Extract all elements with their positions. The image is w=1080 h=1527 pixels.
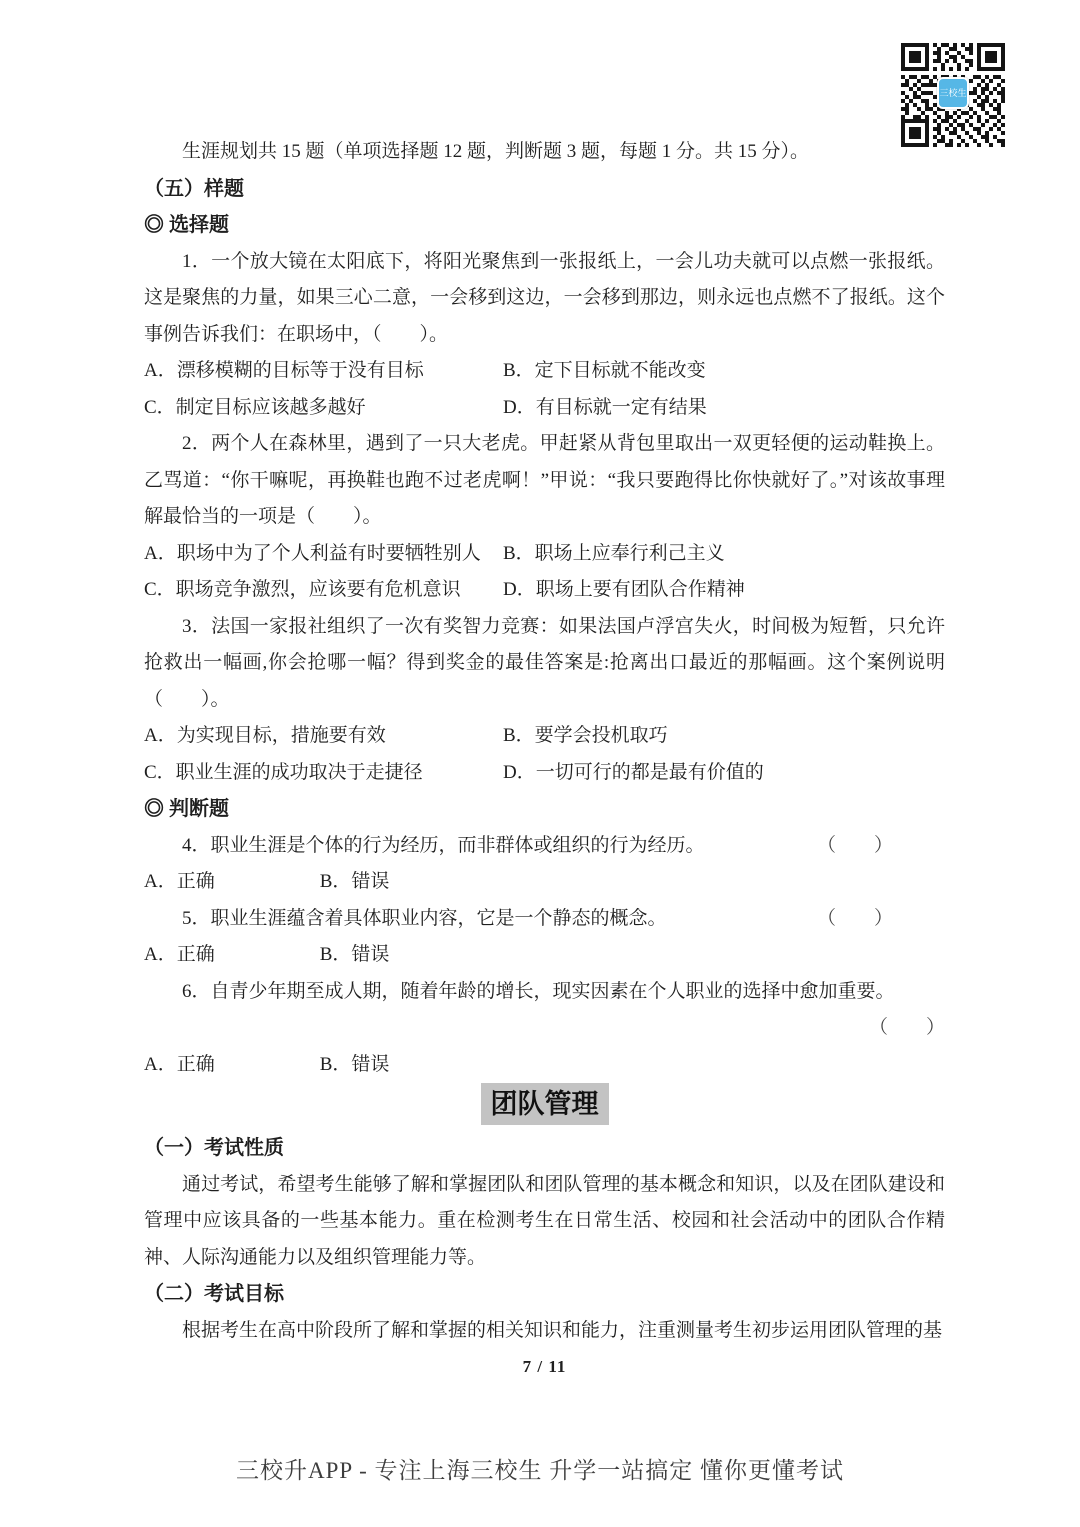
exam-objective-heading: （二）考试目标 [144, 1283, 284, 1305]
sample-questions-heading: （五）样题 [144, 177, 244, 200]
judge-question-5-options [144, 937, 945, 974]
choice-question-3-options-row-1 [144, 718, 945, 755]
judge-question-6-text: 6．自青少年期至成人期，随着年龄的增长，现实因素在个人职业的选择中愈加重要。 [182, 980, 895, 1002]
intro-line: 生涯规划共 15 题（单项选择题 12 题，判断题 3 题，每题 1 分。共 15 分）。 [182, 141, 810, 162]
team-management-title: 团队管理 [481, 1083, 609, 1125]
choice-question-1-options-row-1 [144, 353, 945, 390]
option-b: B．错误 [319, 1053, 390, 1075]
option-c: C．制定目标应该越多越好 [144, 396, 366, 418]
option-d: D．职场上要有团队合作精神 [503, 579, 745, 600]
exam-nature-paragraph: 通过考试，希望考生能够了解和掌握团队和团队管理的基本概念和知识，以及在团队建设和管理中应该具备的一些基本能力。重在检测考生在日常生活、校园和社会活动中的团队合作精神、人际沟通能力以及组织管理能力等。 [144, 1173, 945, 1268]
judge-section-heading: ◎ 判断题 [144, 798, 229, 820]
qr-code [901, 43, 1005, 147]
judge-question-4-options [144, 864, 945, 901]
option-a: A．正确 [144, 1053, 215, 1075]
option-b: B．定下目标就不能改变 [503, 360, 706, 381]
option-c: C．职场竞争激烈，应该要有危机意识 [144, 579, 461, 600]
qr-logo-text: 三校生 [939, 87, 967, 98]
choice-question-2-text: 2．两个人在森林里，遇到了一只大老虎。甲赶紧从背包里取出一双更轻便的运动鞋换上。乙骂道：“你干嘛呢，再换鞋也跑不过老虎啊！”甲说：“我只要跑得比你快就好了。”对该故事理解最恰当的一项是（ ）。 [144, 433, 945, 527]
option-b: B．错误 [319, 944, 390, 965]
option-b: B．要学会投机取巧 [503, 725, 668, 746]
choice-question-3-text: 3．法国一家报社组织了一次有奖智力竞赛：如果法国卢浮宫失火，时间极为短暂，只允许抢救出一幅画,你会抢哪一幅？得到奖金的最佳答案是:抢离出口最近的那幅画。这个案例说明（ ）。 [144, 615, 945, 710]
option-b: B．职场上应奉行利己主义 [503, 542, 725, 564]
judge-question-4-row [144, 828, 945, 865]
choice-question-2-options-row-1 [144, 536, 945, 573]
option-d: D．有目标就一定有结果 [503, 396, 707, 418]
choice-question-1-text: 1．一个放大镜在太阳底下，将阳光聚焦到一张报纸上，一会儿功夫就可以点燃一张报纸。这是聚焦的力量，如果三心二意，一会移到这边，一会移到那边，则永远也点燃不了报纸。这个事例告诉我们：在职场中，（ ）。 [144, 250, 945, 345]
option-a: A．正确 [144, 871, 215, 892]
page-number: 7 / 11 [522, 1357, 567, 1376]
answer-paren: （ ） [816, 907, 893, 929]
qr-logo [937, 77, 969, 109]
option-c: C．职业生涯的成功取决于走捷径 [144, 761, 423, 783]
option-b: B．错误 [319, 871, 390, 892]
judge-question-4-text: 4．职业生涯是个体的行为经历，而非群体或组织的行为经历。 [182, 834, 705, 856]
option-a: A．漂移模糊的目标等于没有目标 [144, 360, 424, 381]
choice-question-2-options-row-2 [144, 572, 945, 609]
option-a: A．正确 [144, 944, 215, 965]
option-a: A．职场中为了个人利益有时要牺牲别人 [144, 542, 481, 564]
choice-question-3-options-row-2 [144, 755, 945, 792]
choice-section-heading: ◎ 选择题 [144, 214, 229, 236]
judge-question-6-options [144, 1047, 945, 1084]
choice-question-1-options-row-2 [144, 390, 945, 427]
option-a: A．为实现目标，措施要有效 [144, 725, 386, 746]
judge-question-5-row [144, 901, 945, 938]
document-body [144, 134, 945, 1386]
judge-question-5-text: 5．职业生涯蕴含着具体职业内容，它是一个静态的概念。 [182, 907, 667, 929]
footer-slogan: 三校升APP - 专注上海三校生 升学一站搞定 懂你更懂考试 [236, 1458, 844, 1483]
option-d: D．一切可行的都是最有价值的 [503, 761, 764, 783]
exam-objective-paragraph: 根据考生在高中阶段所了解和掌握的相关知识和能力，注重测量考生初步运用团队管理的基 [182, 1319, 943, 1341]
answer-paren: （ ） [816, 834, 893, 856]
team-management-title-wrap [144, 1083, 945, 1130]
exam-nature-heading: （一）考试性质 [144, 1137, 284, 1159]
answer-paren: （ ） [868, 1017, 945, 1038]
